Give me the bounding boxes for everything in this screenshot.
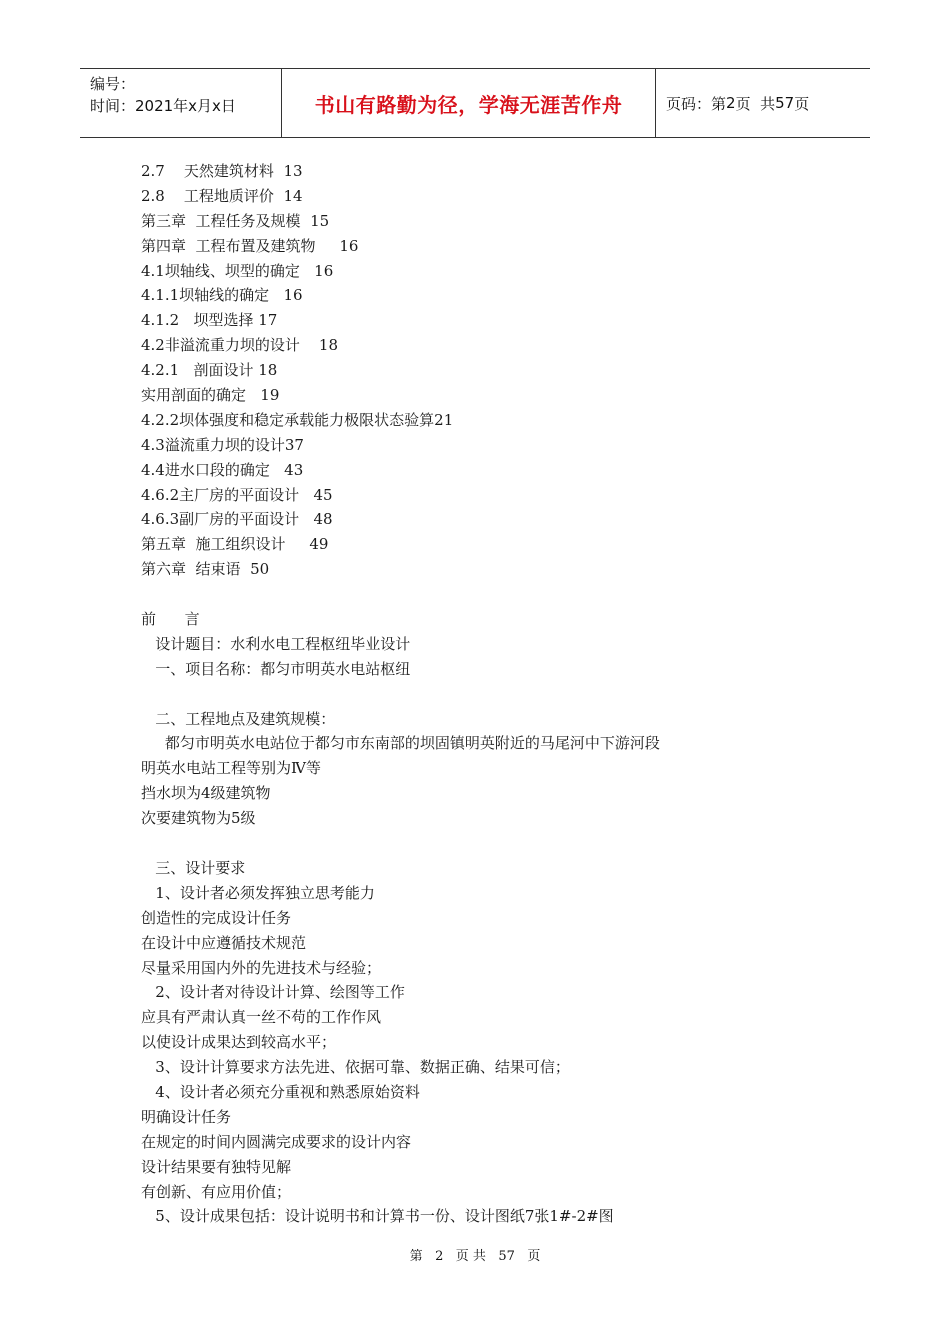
- page-footer: [0, 1245, 950, 1264]
- footer-total: 57: [498, 1249, 515, 1264]
- header-meta: [90, 73, 236, 117]
- blank-line: [141, 831, 660, 856]
- document-body: [141, 159, 660, 1229]
- text-line: 第六章 结束语 50: [141, 560, 270, 579]
- text-line: 4.2非溢流重力坝的设计 18: [141, 336, 339, 355]
- page-total: 57: [775, 94, 795, 112]
- text-line: 设计结果要有独特见解: [141, 1157, 292, 1176]
- text-line: 三、设计要求: [141, 858, 246, 877]
- text-line: 4.4进水口段的确定 43: [141, 460, 304, 479]
- page-header: [80, 68, 870, 138]
- text-line: 挡水坝为4级建筑物: [141, 784, 271, 803]
- text-line: 次要建筑物为5级: [141, 809, 256, 828]
- header-divider: [655, 69, 656, 137]
- text-line: 设计题目：水利水电工程枢纽毕业设计: [141, 634, 411, 653]
- document-date-label: 时间：2021年x月x日: [90, 97, 236, 115]
- text-line: 第三章 工程任务及规模 15: [141, 211, 330, 230]
- text-line: 在规定的时间内圆满完成要求的设计内容: [141, 1132, 412, 1151]
- text-line: 创造性的完成设计任务: [141, 908, 292, 927]
- text-line: 1、设计者必须发挥独立思考能力: [141, 883, 375, 902]
- text-line: 二、工程地点及建筑规模：: [141, 709, 336, 728]
- text-line: 前 言: [141, 610, 200, 629]
- text-line: 都匀市明英水电站位于都匀市东南部的坝固镇明英附近的马尾河中下游河段: [141, 734, 660, 753]
- text-line: 2.8 工程地质评价 14: [141, 186, 303, 205]
- text-line: 以使设计成果达到较高水平；: [141, 1033, 337, 1052]
- text-line: 4.6.3副厂房的平面设计 48: [141, 510, 333, 529]
- text-line: 4.3溢流重力坝的设计37: [141, 435, 304, 454]
- header-page-indicator: [666, 69, 809, 137]
- footer-suffix: 页: [527, 1249, 541, 1264]
- text-line: 3、设计计算要求方法先进、依据可靠、数据正确、结果可信；: [141, 1058, 570, 1077]
- text-line: 4.1.2 坝型选择 17: [141, 311, 278, 330]
- footer-prefix: 第: [409, 1249, 423, 1264]
- blank-line: [141, 682, 660, 707]
- page-suffix: 页: [794, 94, 810, 113]
- text-line: 实用剖面的确定 19: [141, 386, 280, 405]
- text-line: 2、设计者对待设计计算、绘图等工作: [141, 983, 405, 1002]
- footer-mid: 页 共: [455, 1249, 486, 1264]
- footer-current: 2: [435, 1249, 444, 1264]
- text-line: 应具有严肃认真一丝不苟的工作作风: [141, 1008, 382, 1027]
- text-line: 4、设计者必须充分重视和熟悉原始资料: [141, 1082, 420, 1101]
- blank-line: [141, 582, 660, 607]
- text-line: 在设计中应遵循技术规范: [141, 933, 307, 952]
- text-line: 4.2.1 剖面设计 18: [141, 361, 278, 380]
- text-line: 第五章 施工组织设计 49: [141, 535, 329, 554]
- text-line: 4.1.1坝轴线的确定 16: [141, 286, 303, 305]
- text-line: 2.7 天然建筑材料 13: [141, 162, 303, 180]
- text-line: 5、设计成果包括：设计说明书和计算书一份、设计图纸7张1#-2#图: [141, 1207, 614, 1226]
- text-line: 一、项目名称：都匀市明英水电站枢纽: [141, 659, 411, 678]
- text-line: 4.6.2主厂房的平面设计 45: [141, 485, 333, 504]
- header-motto: 书山有路勤为径，学海无涯苦作舟: [314, 92, 623, 117]
- page-mid: 页 共: [735, 94, 776, 113]
- page-current: 2: [726, 94, 736, 112]
- page-prefix: 页码：第: [666, 94, 727, 113]
- text-line: 明确设计任务: [141, 1107, 232, 1126]
- text-line: 4.2.2坝体强度和稳定承载能力极限状态验算21: [141, 410, 454, 429]
- text-line: 有创新、有应用价值；: [141, 1182, 292, 1201]
- text-line: 明英水电站工程等别为Ⅳ等: [141, 759, 321, 778]
- document-number-label: 编号：: [90, 75, 136, 93]
- text-line: 第四章 工程布置及建筑物 16: [141, 236, 359, 255]
- text-line: 4.1坝轴线、坝型的确定 16: [141, 261, 334, 280]
- text-line: 尽量采用国内外的先进技术与经验；: [141, 958, 382, 977]
